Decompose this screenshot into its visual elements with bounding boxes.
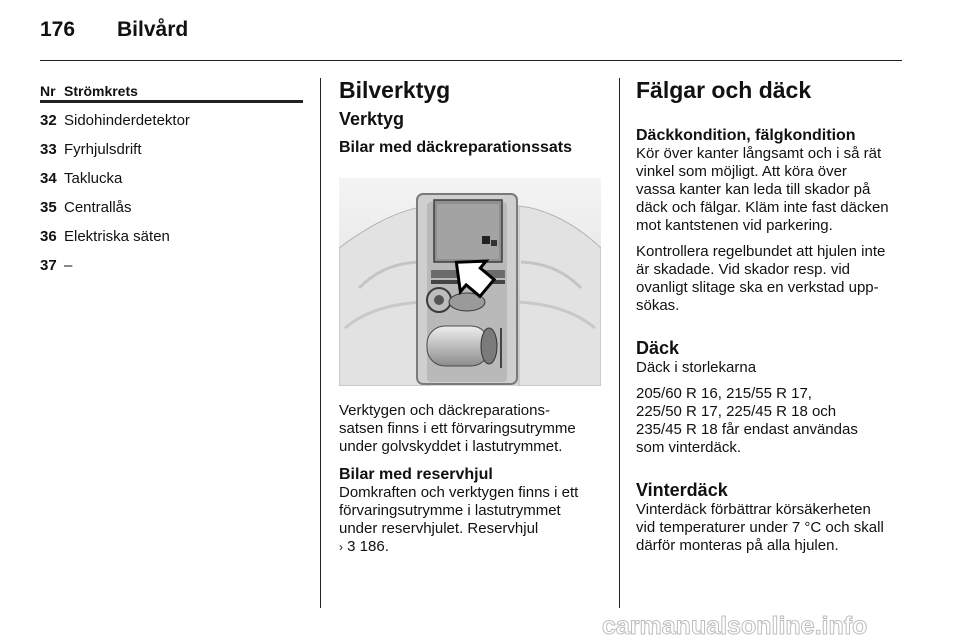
table-row — [40, 219, 303, 248]
body-line: förvaringsutrymme i lastutrymmet — [339, 502, 561, 519]
fuse-number: 34 — [40, 170, 57, 187]
fuse-table-header — [40, 80, 303, 100]
subsection-heading: Bilar med däckreparationssats — [339, 139, 572, 156]
body-line: därför monteras på alla hjulen. — [636, 537, 839, 554]
body-line: 235/45 R 18 får endast användas — [636, 421, 858, 438]
fuse-circuit: Centrallås — [64, 199, 132, 216]
table-row — [40, 132, 303, 161]
section-subtitle: Verktyg — [339, 109, 405, 129]
body-line: Däck i storlekarna — [636, 359, 757, 376]
tools-section — [339, 76, 604, 157]
body-line: 225/50 R 17, 225/45 R 18 och — [636, 403, 837, 420]
header-rule — [40, 60, 902, 61]
body-line: Vinterdäck förbättrar körsäkerheten — [636, 501, 871, 518]
subsection-heading: Vinterdäck — [636, 480, 728, 500]
tools-text — [339, 402, 604, 556]
body-line: vassa kanter kan leda till skador på — [636, 181, 871, 198]
fuse-number: 33 — [40, 141, 57, 158]
page-number: 176 — [40, 18, 76, 41]
subsection-heading: Bilar med reservhjul — [339, 466, 493, 483]
fuse-circuit: Taklucka — [64, 170, 123, 187]
column-divider-right — [619, 78, 620, 608]
fuse-circuit: Fyrhjulsdrift — [64, 141, 142, 158]
fuse-circuit: Elektriska säten — [64, 228, 170, 245]
body-line: sökas. — [636, 297, 680, 314]
table-row — [40, 103, 303, 132]
body-line: Kontrollera regelbundet att hjulen inte — [636, 243, 886, 260]
page-reference-text: 3 186. — [347, 538, 389, 555]
col-circuit-header: Strömkrets — [64, 83, 138, 99]
fuse-table — [40, 80, 303, 277]
watermark — [600, 612, 910, 640]
subsection-heading: Däck — [636, 338, 680, 358]
section-title: Fälgar och däck — [636, 77, 812, 103]
subsection-heading: Däckkondition, fälgkondition — [636, 127, 856, 144]
fuse-number: 32 — [40, 112, 57, 129]
body-line: som vinterdäck. — [636, 439, 742, 456]
table-row — [40, 161, 303, 190]
body-line: ovanligt slitage ska en verkstad upp- — [636, 279, 879, 296]
body-line: Kör över kanter långsamt och i så rät — [636, 145, 882, 162]
tool-kit-illustration — [339, 178, 601, 386]
page-title: Bilvård — [117, 18, 189, 41]
body-line: 205/60 R 16, 215/55 R 17, — [636, 385, 812, 402]
fuse-number: 36 — [40, 228, 57, 245]
watermark-text: carmanualsonline.info — [602, 612, 868, 640]
reference-arrow-icon: › — [339, 540, 343, 554]
fuse-number: 35 — [40, 199, 57, 216]
body-line: däck och fälgar. Kläm inte fast däcken — [636, 199, 889, 216]
column-divider-left — [320, 78, 321, 608]
wheels-section — [636, 76, 906, 555]
body-line: under reservhjulet. Reservhjul — [339, 520, 539, 537]
body-line: vinkel som möjligt. Att köra över — [636, 163, 847, 180]
body-line: satsen finns i ett förvaringsutrymme — [339, 420, 576, 437]
body-line: vid temperaturer under 7 °C och skall — [636, 519, 884, 536]
fuse-number: 37 — [40, 257, 57, 274]
body-line: Domkraften och verktygen finns i ett — [339, 484, 579, 501]
body-line: är skadade. Vid skador resp. vid — [636, 261, 851, 278]
table-row — [40, 248, 303, 277]
body-line: Verktygen och däckreparations- — [339, 402, 550, 419]
section-title: Bilverktyg — [339, 77, 451, 103]
fuse-circuit: Sidohinderdetektor — [64, 112, 190, 129]
fuse-circuit: – — [64, 257, 73, 274]
body-line: under golvskyddet i lastutrymmet. — [339, 438, 563, 455]
table-row — [40, 190, 303, 219]
col-nr-header: Nr — [40, 83, 56, 99]
body-line: mot kantstenen vid parkering. — [636, 217, 833, 234]
page-reference[interactable] — [339, 538, 604, 556]
